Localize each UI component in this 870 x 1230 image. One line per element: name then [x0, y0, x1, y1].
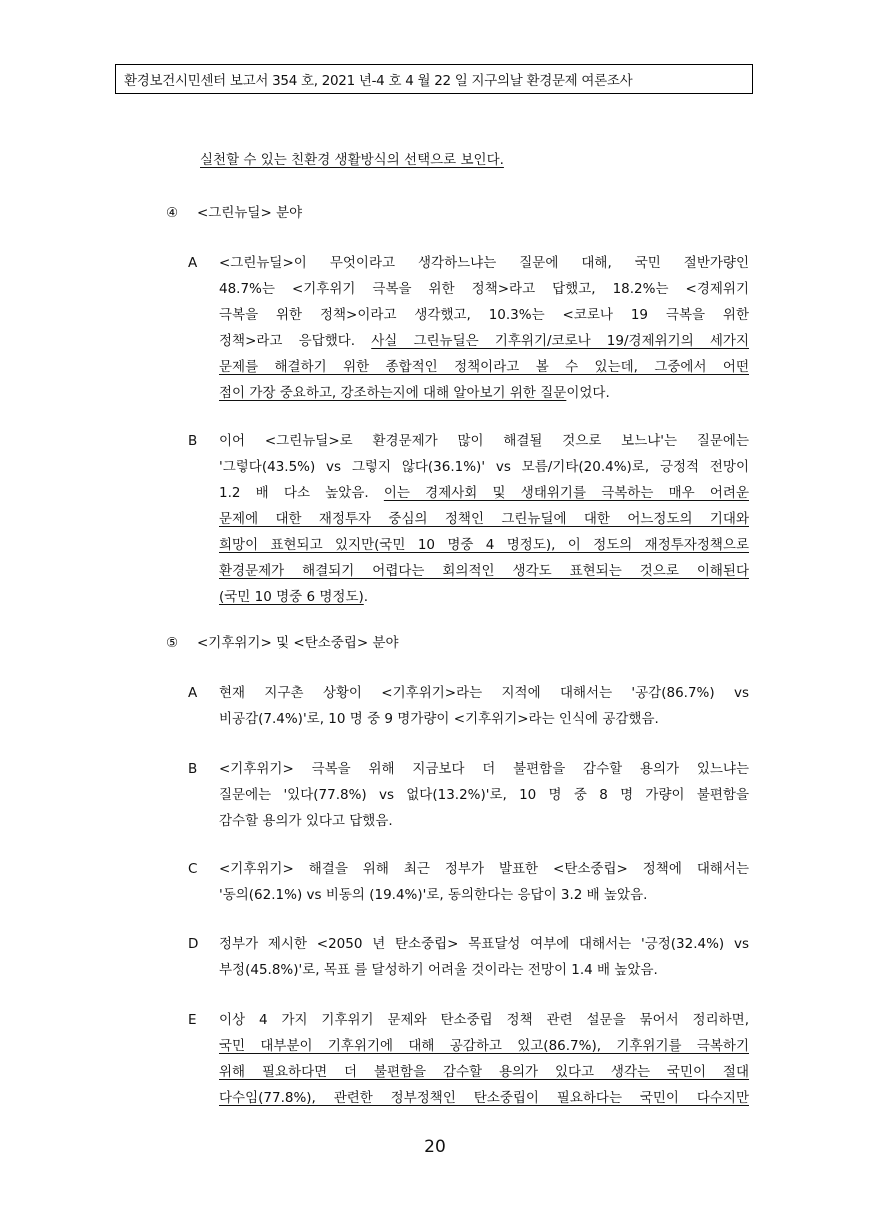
- section4-a-line-6-plain: 이었다.: [566, 385, 610, 401]
- section4-b-line-7-underlined: (국민 10 명중 6 명정도): [219, 589, 364, 605]
- section4-b-line-5: 희망이 표현되고 있지만(국민 10 명중 4 명정도), 이 정도의 재정투자정책으로: [219, 537, 749, 553]
- section4-mark: ④: [166, 205, 179, 221]
- section4-a-line-4-plain: 정책>라고 응답했다.: [219, 333, 372, 349]
- section4-a-line-6-underlined: 점이 가장 중요하고, 강조하는지에 대해 알아보기 위한 질문: [219, 385, 567, 401]
- section5-a-line-2: 비공감(7.4%)'로, 10 명 중 9 명가량이 <기후위기>라는 인식에 공감했음.: [219, 711, 659, 727]
- section4-a-letter: A: [188, 255, 198, 271]
- section4-b-line-3-underlined: 이는 경제사회 및 생태위기를 극복하는 매우 어려운: [383, 485, 749, 501]
- section4-a-line-4: [219, 331, 749, 351]
- section5-e-line-2: 국민 대부분이 기후위기에 대해 공감하고 있고(86.7%), 기후위기를 극복하기: [219, 1038, 749, 1054]
- section5-c-line-2: '동의(62.1%) vs 비동의 (19.4%)'로, 동의한다는 응답이 3.2 배 높았음.: [219, 887, 648, 903]
- section5-d-line-2: 부정(45.8%)'로, 목표 를 달성하기 어려울 것이라는 전망이 1.4 배 높았음.: [219, 962, 658, 978]
- section4-a-line-2: 48.7%는 <기후위기 극복을 위한 정책>라고 답했고, 18.2%는 <경제위기: [219, 281, 749, 297]
- section5-d-line-1: 정부가 제시한 <2050 년 탄소중립> 목표달성 여부에 대해서는 '긍정(32.4%) vs: [219, 936, 749, 952]
- section5-title: <기후위기> 및 <탄소중립> 분야: [197, 635, 399, 651]
- section4-b-line-6: 환경문제가 해결되기 어렵다는 회의적인 생각도 표현되는 것으로 이해된다: [219, 563, 749, 579]
- section5-c-letter: C: [188, 861, 198, 877]
- section4-b-line-3: [219, 483, 749, 503]
- section5-a-line-1: 현재 지구촌 상황이 <기후위기>라는 지적에 대해서는 '공감(86.7%) vs: [219, 685, 749, 701]
- report-header: 환경보건시민센터 보고서 354 호, 2021 년-4 호 4 월 22 일 지구의날 환경문제 여론조사: [115, 64, 753, 94]
- section5-mark: ⑤: [166, 635, 179, 651]
- section5-a-letter: A: [188, 685, 198, 701]
- page-number: 20: [424, 1137, 446, 1157]
- section4-b-letter: B: [188, 433, 198, 449]
- section4-b-line-1: 이어 <그린뉴딜>로 환경문제가 많이 해결될 것으로 보느냐'는 질문에는: [219, 433, 749, 449]
- section4-a-line-3: 극복을 위한 정책>이라고 생각했고, 10.3%는 <코로나 19 극복을 위한: [219, 307, 749, 323]
- section4-b-line-4: 문제에 대한 재정투자 중심의 정책인 그린뉴딜에 대한 어느정도의 기대와: [219, 511, 749, 527]
- section5-e-line-1: 이상 4 가지 기후위기 문제와 탄소중립 정책 관련 설문을 묶어서 정리하면,: [219, 1012, 749, 1028]
- intro-line: 실천할 수 있는 친환경 생활방식의 선택으로 보인다.: [200, 152, 504, 168]
- section4-b-line-3-plain: 1.2 배 다소 높았음.: [219, 485, 384, 501]
- section5-b-letter: B: [188, 761, 198, 777]
- section4-a-line-6: [219, 383, 610, 403]
- section4-b-line-7-plain: .: [363, 589, 369, 605]
- section4-b-line-7: [219, 587, 368, 607]
- section5-d-letter: D: [188, 936, 199, 952]
- section5-e-letter: E: [188, 1012, 197, 1028]
- section4-b-line-2: '그렇다(43.5%) vs 그렇지 않다(36.1%)' vs 모름/기타(20.4%)로, 긍정적 전망이: [219, 459, 749, 475]
- section4-title: <그린뉴딜> 분야: [197, 205, 303, 221]
- section4-a-line-4-underlined: 사실 그린뉴딜은 기후위기/코로나 19/경제위기의 세가지: [371, 333, 750, 349]
- section5-e-line-4: 다수임(77.8%), 관련한 정부정책인 탄소중립이 필요하다는 국민이 다수지만: [219, 1090, 749, 1106]
- section5-e-line-3: 위해 필요하다면 더 불편함을 감수할 용의가 있다고 생각는 국민이 절대: [219, 1064, 749, 1080]
- section4-a-line-5: 문제를 해결하기 위한 종합적인 정책이라고 볼 수 있는데, 그중에서 어떤: [219, 359, 749, 375]
- section5-b-line-1: <기후위기> 극복을 위해 지금보다 더 불편함을 감수할 용의가 있느냐는: [219, 761, 749, 777]
- section5-b-line-3: 감수할 용의가 있다고 답했음.: [219, 813, 393, 829]
- section5-c-line-1: <기후위기> 해결을 위해 최근 정부가 발표한 <탄소중립> 정책에 대해서는: [219, 861, 749, 877]
- section5-b-line-2: 질문에는 '있다(77.8%) vs 없다(13.2%)'로, 10 명 중 8 명 가량이 불편함을: [219, 787, 749, 803]
- section4-a-line-1: <그린뉴딜>이 무엇이라고 생각하느냐는 질문에 대해, 국민 절반가량인: [219, 255, 749, 271]
